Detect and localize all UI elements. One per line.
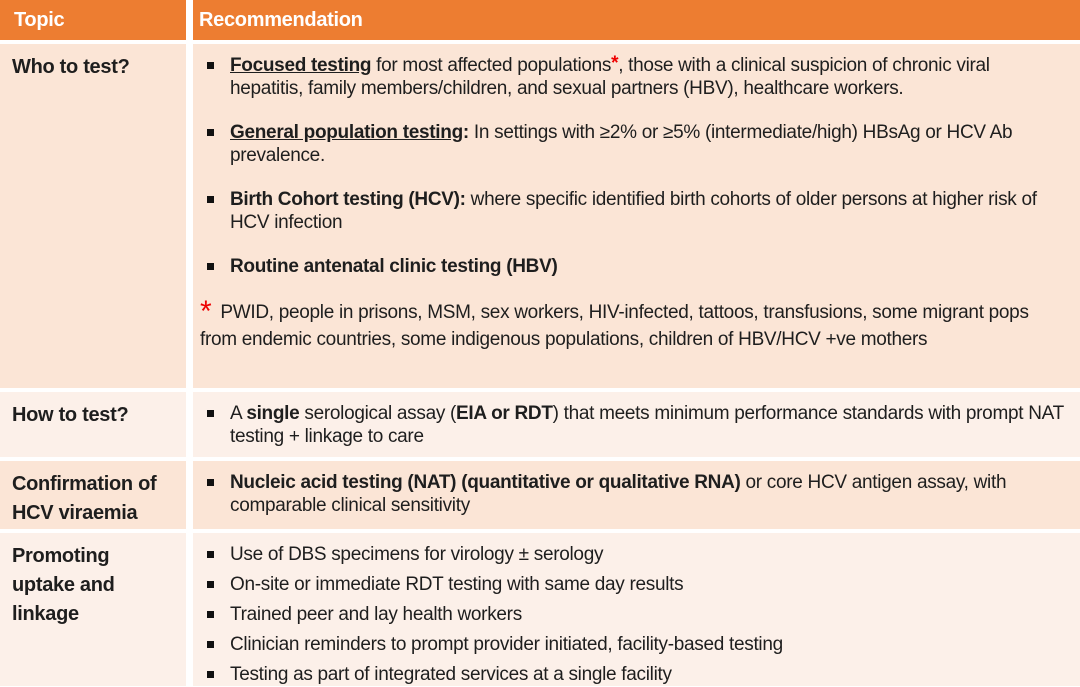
- bullet-item: [200, 471, 1066, 517]
- text-segment: serological assay (: [299, 403, 457, 424]
- recommendation-cell: [193, 461, 1080, 529]
- text-segment: Trained peer and lay health workers: [230, 604, 522, 625]
- recommendation-cell: [193, 533, 1080, 686]
- text-segment: EIA or RDT: [456, 403, 553, 424]
- table-body: [0, 44, 1080, 686]
- bullet-item: [200, 255, 1066, 278]
- bullet-text: [230, 188, 1066, 234]
- bullet-item: [200, 54, 1066, 100]
- bullet-text: [230, 471, 1066, 517]
- text-segment: :: [462, 122, 469, 143]
- bullet-text: [230, 633, 1066, 656]
- table-row: [0, 392, 1080, 457]
- bullet-text: [230, 543, 1066, 566]
- text-segment: PWID, people in prisons, MSM, sex workers, HIV-infected, tattoos, transfusions, some migrant pops from endemic countries, some indigenous populations, children of HBV/HCV +ve mothers: [200, 302, 1029, 350]
- bullet-item: [200, 603, 1066, 626]
- text-segment: ) that meets minimum performance standards with prompt NAT testing + linkage to care: [230, 403, 1064, 447]
- square-bullet-icon: [207, 671, 214, 678]
- bullet-text: [230, 54, 1066, 100]
- bullet-text: [230, 663, 1066, 686]
- square-bullet-icon: [207, 479, 214, 486]
- bullet-item: [200, 121, 1066, 167]
- header-recommendation-cell: Recommendation: [193, 0, 1080, 40]
- text-segment: or core HCV antigen assay, with comparable clinical sensitivity: [230, 472, 1007, 516]
- table-row: [0, 461, 1080, 529]
- topic-cell: Confirmation of HCV viraemia: [0, 461, 186, 529]
- table-row: [0, 44, 1080, 388]
- bullet-item: [200, 543, 1066, 566]
- bullet-item: [200, 663, 1066, 686]
- text-segment: Clinician reminders to prompt provider initiated, facility-based testing: [230, 634, 783, 655]
- square-bullet-icon: [207, 551, 214, 558]
- header-topic-cell: Topic: [0, 0, 186, 40]
- bullet-item: [200, 633, 1066, 656]
- topic-cell: Promoting uptake and linkage: [0, 533, 186, 686]
- text-segment: , those with a clinical suspicion of chronic viral hepatitis, family members/children, and sexual partners (HBV), healthcare workers.: [230, 55, 990, 99]
- topic-cell: How to test?: [0, 392, 186, 457]
- square-bullet-icon: [207, 196, 214, 203]
- table-row: [0, 533, 1080, 686]
- topic-cell: Who to test?: [0, 44, 186, 388]
- text-segment: Focused testing: [230, 55, 372, 76]
- square-bullet-icon: [207, 581, 214, 588]
- bullet-text: [230, 255, 1066, 278]
- text-segment: for most affected populations: [371, 55, 612, 76]
- text-segment: Testing as part of integrated services at a single facility: [230, 664, 672, 685]
- bullet-text: [230, 573, 1066, 596]
- recommendation-cell: [193, 392, 1080, 457]
- bullet-text: [230, 402, 1066, 448]
- text-segment: Use of DBS specimens for virology ± serology: [230, 544, 604, 565]
- text-segment: where specific identified birth cohorts of older persons at higher risk of HCV infection: [230, 189, 1037, 233]
- bullet-item: [200, 188, 1066, 234]
- square-bullet-icon: [207, 62, 214, 69]
- text-segment: Routine antenatal clinic testing (HBV): [230, 256, 558, 277]
- text-segment: A: [230, 403, 247, 424]
- text-segment: single: [246, 403, 300, 424]
- text-segment: General population testing: [230, 122, 463, 143]
- red-asterisk: *: [200, 295, 212, 328]
- square-bullet-icon: [207, 129, 214, 136]
- square-bullet-icon: [207, 641, 214, 648]
- bullet-item: [200, 402, 1066, 448]
- footnote-text: [200, 295, 1066, 353]
- text-segment: Birth Cohort testing (HCV):: [230, 189, 466, 210]
- text-segment: In settings with ≥2% or ≥5% (intermediate/high) HBsAg or HCV Ab prevalence.: [230, 122, 1013, 166]
- bullet-text: [230, 121, 1066, 167]
- square-bullet-icon: [207, 263, 214, 270]
- text-segment: On-site or immediate RDT testing with same day results: [230, 574, 684, 595]
- square-bullet-icon: [207, 611, 214, 618]
- recommendation-cell: [193, 44, 1080, 388]
- text-segment: Nucleic acid testing (NAT) (quantitative or qualitative RNA): [230, 472, 741, 493]
- bullet-item: [200, 573, 1066, 596]
- bullet-text: [230, 603, 1066, 626]
- red-asterisk: *: [611, 53, 619, 74]
- square-bullet-icon: [207, 410, 214, 417]
- table-header-row: [0, 0, 1080, 40]
